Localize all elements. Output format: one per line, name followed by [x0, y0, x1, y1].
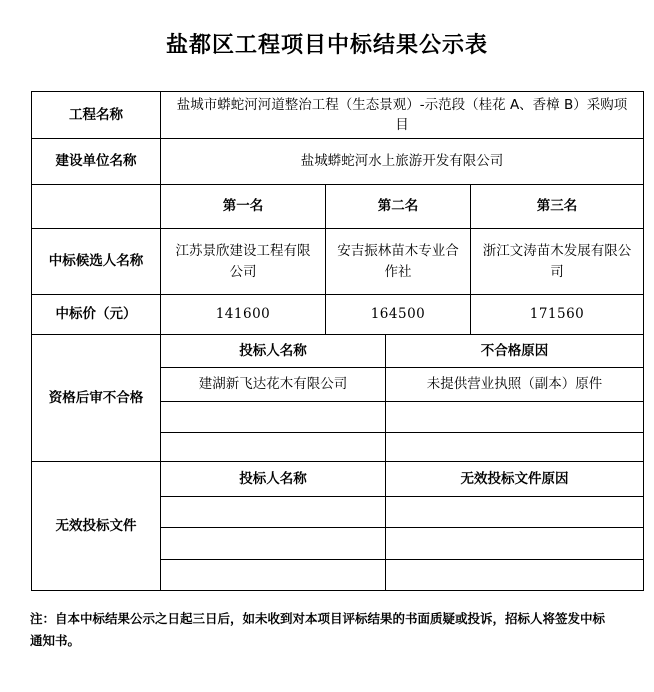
disqualified-reason-1: 未提供营业执照（副本）原件: [386, 368, 644, 402]
project-name-label: 工程名称: [32, 92, 161, 139]
price-2-value: 164500: [326, 295, 471, 335]
candidate-2-name: 安吉振林苗木专业合作社: [326, 229, 471, 295]
disqualified-header-row: [32, 335, 644, 368]
rank-1-header: 第一名: [161, 185, 326, 229]
disqualified-bidder-header: 投标人名称: [161, 335, 386, 368]
rank-2-header: 第二名: [326, 185, 471, 229]
candidates-row: [32, 229, 644, 295]
invalid-bidder-3: [161, 560, 386, 591]
page-title: 盐都区工程项目中标结果公示表: [165, 33, 488, 58]
page: [0, 32, 654, 652]
bid-result-table: [31, 91, 644, 591]
disqualified-bidder-3: [161, 433, 386, 462]
invalid-reason-2: [386, 528, 644, 560]
disqualified-reason-header: 不合格原因: [386, 335, 644, 368]
footer-note-line-2: 通知书。: [30, 632, 81, 648]
footer-note: [30, 608, 634, 652]
price-1-value: 141600: [161, 295, 326, 335]
disqualified-section-label: 资格后审不合格: [32, 335, 161, 462]
disqualified-bidder-1: 建湖新飞达花木有限公司: [161, 368, 386, 402]
price-3-value: 171560: [471, 295, 644, 335]
owner-row: [32, 139, 644, 185]
invalid-reason-header: 无效投标文件原因: [386, 462, 644, 497]
owner-value: 盐城蟒蛇河水上旅游开发有限公司: [161, 139, 644, 185]
price-label: 中标价（元）: [32, 295, 161, 335]
invalid-reason-3: [386, 560, 644, 591]
candidate-3-name: 浙江文涛苗木发展有限公司: [471, 229, 644, 295]
invalid-header-row: [32, 462, 644, 497]
candidate-1-name: 江苏景欣建设工程有限公司: [161, 229, 326, 295]
footer-note-line-1: 注：自本中标结果公示之日起三日后，如未收到对本项目评标结果的书面质疑或投诉，招标人将签发中标: [30, 611, 606, 626]
rank-3-header: 第三名: [471, 185, 644, 229]
candidates-label: 中标候选人名称: [32, 229, 161, 295]
project-name-row: [32, 92, 644, 139]
project-name-value: 盐城市蟒蛇河河道整治工程（生态景观）-示范段（桂花 A、香樟 B）采购项目: [161, 92, 644, 139]
owner-label: 建设单位名称: [32, 139, 161, 185]
rank-header-row: [32, 185, 644, 229]
invalid-bidder-header: 投标人名称: [161, 462, 386, 497]
invalid-section-label: 无效投标文件: [32, 462, 161, 591]
invalid-bidder-1: [161, 497, 386, 528]
empty-corner-cell: [32, 185, 161, 229]
invalid-bidder-2: [161, 528, 386, 560]
disqualified-reason-2: [386, 402, 644, 433]
disqualified-reason-3: [386, 433, 644, 462]
price-row: [32, 295, 644, 335]
invalid-reason-1: [386, 497, 644, 528]
disqualified-bidder-2: [161, 402, 386, 433]
